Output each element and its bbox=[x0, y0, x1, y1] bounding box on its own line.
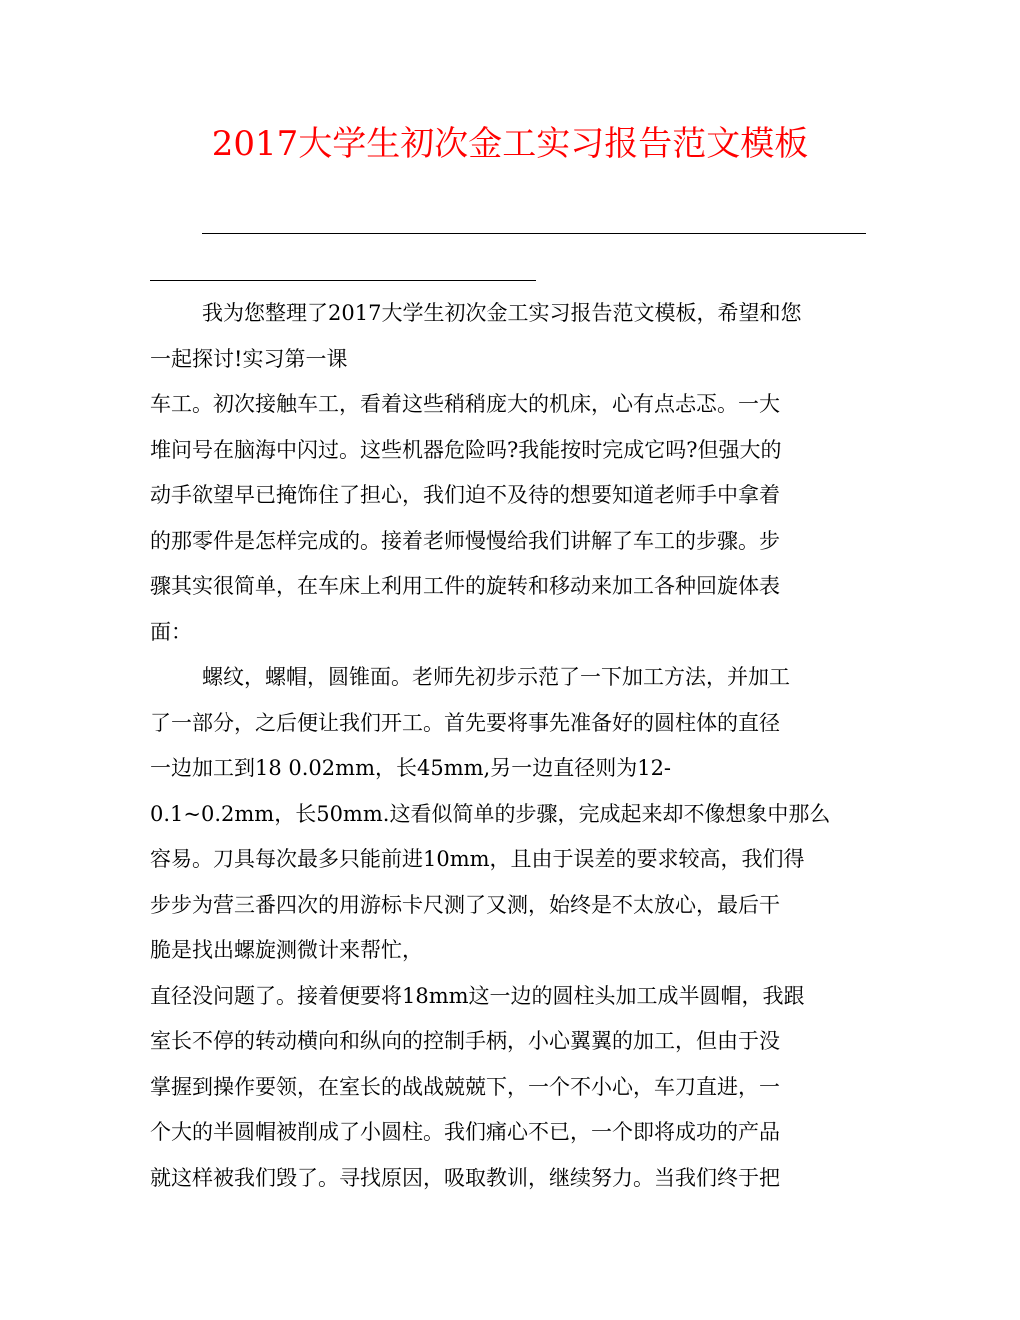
header-divider-line-1 bbox=[202, 233, 866, 234]
body-line: 个大的半圆帽被削成了小圆柱。我们痛心不已，一个即将成功的产品 bbox=[150, 1120, 780, 1144]
body-line: 步步为营三番四次的用游标卡尺测了又测，始终是不太放心，最后干 bbox=[150, 892, 780, 917]
body-line: 直径没问题了。接着便要将18mm这一边的圆柱头加工成半圆帽，我跟 bbox=[150, 983, 805, 1008]
body-line: 掌握到操作要领，在室长的战战兢兢下，一个不小心，车刀直进，一 bbox=[150, 1074, 780, 1099]
header-divider-line-2 bbox=[150, 280, 536, 281]
body-line: 螺纹，螺帽，圆锥面。老师先初步示范了一下加工方法，并加工 bbox=[202, 665, 790, 689]
body-line: 容易。刀具每次最多只能前进10mm，且由于误差的要求较高，我们得 bbox=[150, 847, 805, 871]
body-line: 一边加工到18 0.02mm，长45mm,另一边直径则为12- bbox=[150, 756, 672, 780]
body-line: 一起探讨!实习第一课 bbox=[150, 346, 348, 371]
document-body bbox=[150, 291, 852, 1201]
body-line: 了一部分，之后便让我们开工。首先要将事先准备好的圆柱体的直径 bbox=[150, 710, 780, 735]
body-line: 动手欲望早已掩饰住了担心，我们迫不及待的想要知道老师手中拿着 bbox=[150, 483, 780, 507]
body-line: 我为您整理了2017大学生初次金工实习报告范文模板，希望和您 bbox=[202, 301, 802, 325]
body-line: 0.1~0.2mm，长50mm.这看似简单的步骤，完成起来却不像想象中那么 bbox=[150, 801, 831, 826]
body-line: 就这样被我们毁了。寻找原因，吸取教训，继续努力。当我们终于把 bbox=[150, 1165, 780, 1190]
body-line: 骤其实很简单，在车床上利用工件的旋转和移动来加工各种回旋体表 bbox=[150, 574, 780, 598]
body-line: 车工。初次接触车工，看着这些稍稍庞大的机床，心有点忐忑。一大 bbox=[150, 392, 780, 416]
body-line: 面： bbox=[150, 619, 192, 644]
body-line: 脆是找出螺旋测微计来帮忙， bbox=[150, 938, 423, 962]
document-title: 2017大学生初次金工实习报告范文模板 bbox=[211, 124, 809, 164]
body-line: 室长不停的转动横向和纵向的控制手柄，小心翼翼的加工，但由于没 bbox=[150, 1029, 780, 1053]
body-line: 的那零件是怎样完成的。接着老师慢慢给我们讲解了车工的步骤。步 bbox=[150, 528, 780, 553]
body-line: 堆问号在脑海中闪过。这些机器危险吗?我能按时完成它吗?但强大的 bbox=[150, 437, 782, 462]
